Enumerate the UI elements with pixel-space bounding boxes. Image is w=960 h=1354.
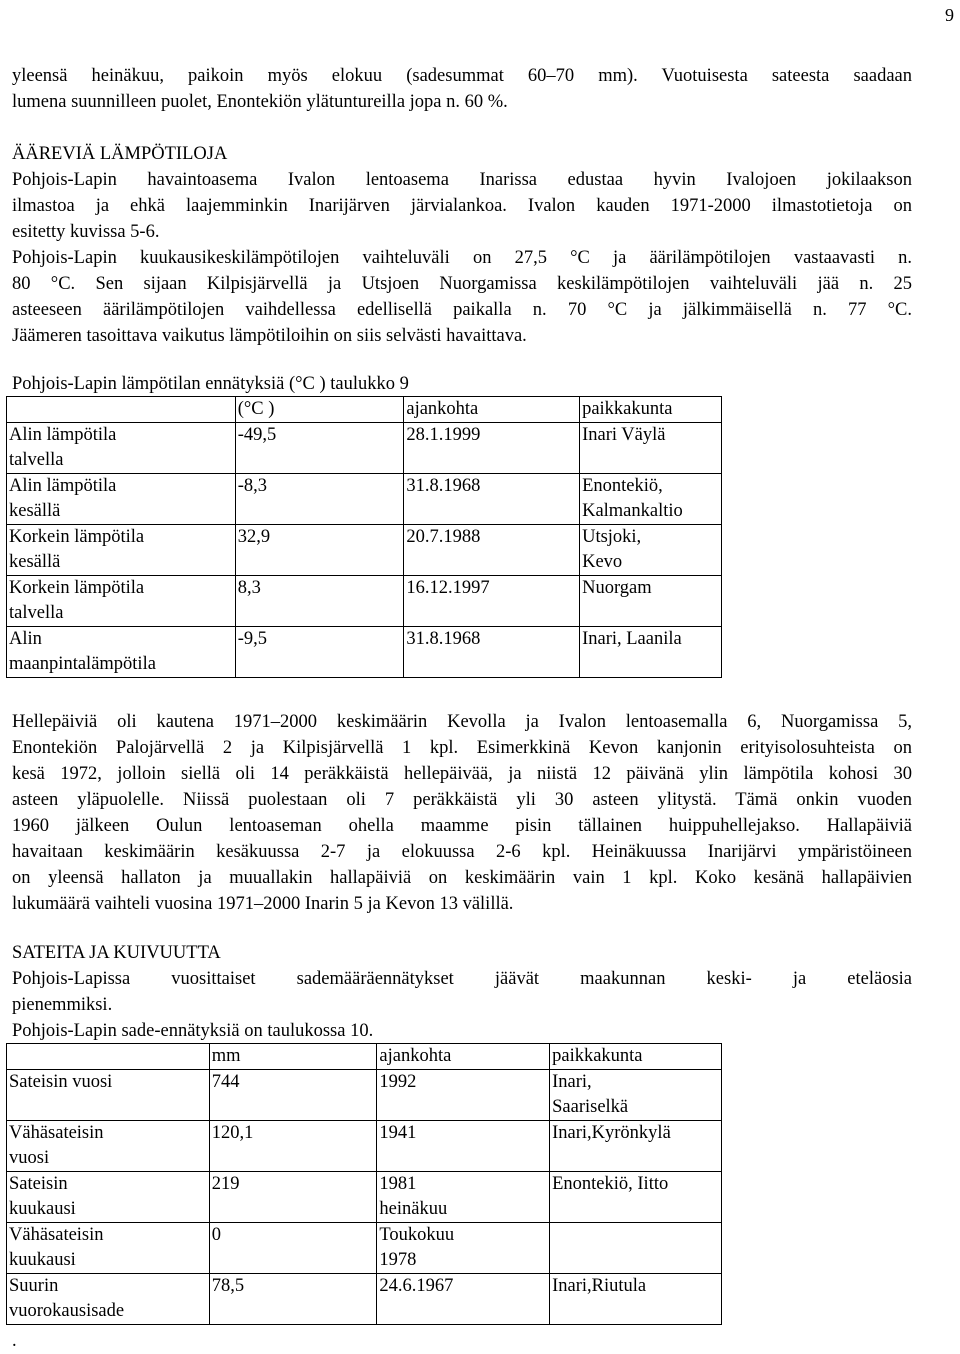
temperature-records-table	[6, 396, 722, 678]
table-cell: Alin maanpintalämpötila	[7, 627, 236, 678]
table-cell: Vähäsateisin kuukausi	[7, 1223, 210, 1274]
table-cell: 219	[209, 1172, 377, 1223]
table-cell: 31.8.1968	[404, 627, 580, 678]
table-cell	[550, 1223, 722, 1274]
text-line: esitetty kuvissa 5-6.	[12, 222, 160, 242]
table-cell: 28.1.1999	[404, 423, 580, 474]
text-line: Hellepäiviä oli kautena 1971–2000 keskimäärin Kevolla ja Ivalon lentoasemalla 6, Nuorgamissa 5,	[12, 712, 912, 732]
text-line: havaitaan keskimäärin kesäkuussa 2-7 ja elokuussa 2-6 kpl. Heinäkuussa Inarijärvi ympäristöineen	[12, 842, 912, 862]
table-header-cell	[7, 397, 236, 423]
table-cell: 16.12.1997	[404, 576, 580, 627]
table-cell: -9,5	[235, 627, 404, 678]
table-row	[7, 627, 722, 678]
table-row	[7, 1274, 722, 1325]
text-line: ilmastoa ja ehkä laajemminkin Inarijärven järvialankoa. Ivalon kauden 1971-2000 ilmastotietoja on	[12, 196, 912, 216]
precipitation-records-table	[6, 1043, 722, 1325]
text-line: lumena suunnilleen puolet, Enontekiön ylätuntureilla jopa n. 60 %.	[12, 92, 508, 112]
table-9-caption: Pohjois-Lapin lämpötilan ennätyksiä (°C ) taulukko 9	[12, 374, 409, 394]
table-cell: Nuorgam	[580, 576, 722, 627]
table-cell: -8,3	[235, 474, 404, 525]
text-line: kesä 1972, jolloin siellä oli 14 peräkkäistä hellepäivää, ja niistä 12 päivänä ylin lämpötila kohosi 30	[12, 764, 912, 784]
table-header-cell: ajankohta	[404, 397, 580, 423]
table-cell: Toukokuu 1978	[377, 1223, 550, 1274]
table-cell: Inari, Laanila	[580, 627, 722, 678]
table-cell: 20.7.1988	[404, 525, 580, 576]
table-cell: Korkein lämpötila talvella	[7, 576, 236, 627]
hot-days-paragraph	[12, 709, 912, 917]
rain-section	[12, 940, 912, 1044]
table-header-cell: (°C )	[235, 397, 404, 423]
table-cell: Inari Väylä	[580, 423, 722, 474]
table-cell: Enontekiö, Iitto	[550, 1172, 722, 1223]
text-line: Pohjois-Lapin kuukausikeskilämpötilojen vaihteluväli on 27,5 °C ja äärilämpötilojen vastaavasti n.	[12, 248, 912, 268]
page-number: 9	[945, 5, 954, 25]
table-row	[7, 1172, 722, 1223]
table-cell: Vähäsateisin vuosi	[7, 1121, 210, 1172]
table-cell: 24.6.1967	[377, 1274, 550, 1325]
table-cell: 78,5	[209, 1274, 377, 1325]
table-cell: 31.8.1968	[404, 474, 580, 525]
table-cell: 1981 heinäkuu	[377, 1172, 550, 1223]
text-line: Pohjois-Lapin havaintoasema Ivalon lentoasema Inarissa edustaa hyvin Ivalojoen jokilaakson	[12, 170, 912, 190]
temperature-section	[12, 141, 912, 349]
table-cell: Sateisin vuosi	[7, 1070, 210, 1121]
text-line: lukumäärä vaihteli vuosina 1971–2000 Inarin 5 ja Kevon 13 välillä.	[12, 894, 514, 914]
table-row	[7, 1121, 722, 1172]
trailing-dot: .	[12, 1331, 17, 1351]
table-header-cell	[7, 1044, 210, 1070]
table-row	[7, 474, 722, 525]
table-cell: Alin lämpötila talvella	[7, 423, 236, 474]
table-row	[7, 1223, 722, 1274]
table-cell: Utsjoki, Kevo	[580, 525, 722, 576]
table-header-cell: paikkakunta	[550, 1044, 722, 1070]
table-cell: Sateisin kuukausi	[7, 1172, 210, 1223]
text-line: 80 °C. Sen sijaan Kilpisjärvellä ja Utsjoen Nuorgamissa keskilämpötilojen vaihteluväli jää n. 25	[12, 274, 912, 294]
intro-paragraph	[12, 63, 912, 115]
text-line: on yleensä hallaton ja muuallakin hallapäiviä on keskimäärin vain 1 kpl. Koko kesänä hallapäivien	[12, 868, 912, 888]
table-row	[7, 1070, 722, 1121]
text-line: 1960 jälkeen Oulun lentoaseman ohella maamme pisin tällainen huippuhellejakso. Hallapäiviä	[12, 816, 912, 836]
table-cell: Suurin vuorokausisade	[7, 1274, 210, 1325]
section-heading: ÄÄREVIÄ LÄMPÖTILOJA	[12, 144, 228, 164]
table-header-cell: mm	[209, 1044, 377, 1070]
text-line: Enontekiön Palojärvellä 2 ja Kilpisjärvellä 1 kpl. Esimerkkinä Kevon kanjonin erityisolosuhteista on	[12, 738, 912, 758]
table-row	[7, 576, 722, 627]
table-cell: 1992	[377, 1070, 550, 1121]
table-10-caption: Pohjois-Lapin sade-ennätyksiä on taulukossa 10.	[12, 1021, 374, 1041]
text-line: Pohjois-Lapissa vuosittaiset sademääräennätykset jäävät maakunnan keski- ja eteläosia	[12, 969, 912, 989]
table-header-row	[7, 1044, 722, 1070]
table-cell: -49,5	[235, 423, 404, 474]
table-cell: 8,3	[235, 576, 404, 627]
text-line: asteen yläpuolelle. Niissä puolestaan oli 7 peräkkäistä yli 30 asteen ylitystä. Tämä onkin vuoden	[12, 790, 912, 810]
table-cell: 744	[209, 1070, 377, 1121]
table-header-cell: ajankohta	[377, 1044, 550, 1070]
table-cell: Enontekiö, Kalmankaltio	[580, 474, 722, 525]
table-cell: 0	[209, 1223, 377, 1274]
section-heading: SATEITA JA KUIVUUTTA	[12, 943, 221, 963]
table-header-row	[7, 397, 722, 423]
table-row	[7, 525, 722, 576]
table-cell: 1941	[377, 1121, 550, 1172]
table-cell: Inari, Saariselkä	[550, 1070, 722, 1121]
table-row	[7, 423, 722, 474]
text-line: Jäämeren tasoittava vaikutus lämpötiloihin on siis selvästi havaittava.	[12, 326, 527, 346]
text-line: asteeseen äärilämpötilojen vaihdellessa edellisellä paikalla n. 70 °C ja jälkimmäisellä n. 77 °C.	[12, 300, 912, 320]
text-line: pienemmiksi.	[12, 995, 113, 1015]
table-cell: 32,9	[235, 525, 404, 576]
text-line: yleensä heinäkuu, paikoin myös elokuu (sadesummat 60–70 mm). Vuotuisesta sateesta saadaan	[12, 66, 912, 86]
table-cell: Alin lämpötila kesällä	[7, 474, 236, 525]
table-cell: Inari,Kyrönkylä	[550, 1121, 722, 1172]
table-cell: Inari,Riutula	[550, 1274, 722, 1325]
table-cell: Korkein lämpötila kesällä	[7, 525, 236, 576]
table-cell: 120,1	[209, 1121, 377, 1172]
table-header-cell: paikkakunta	[580, 397, 722, 423]
